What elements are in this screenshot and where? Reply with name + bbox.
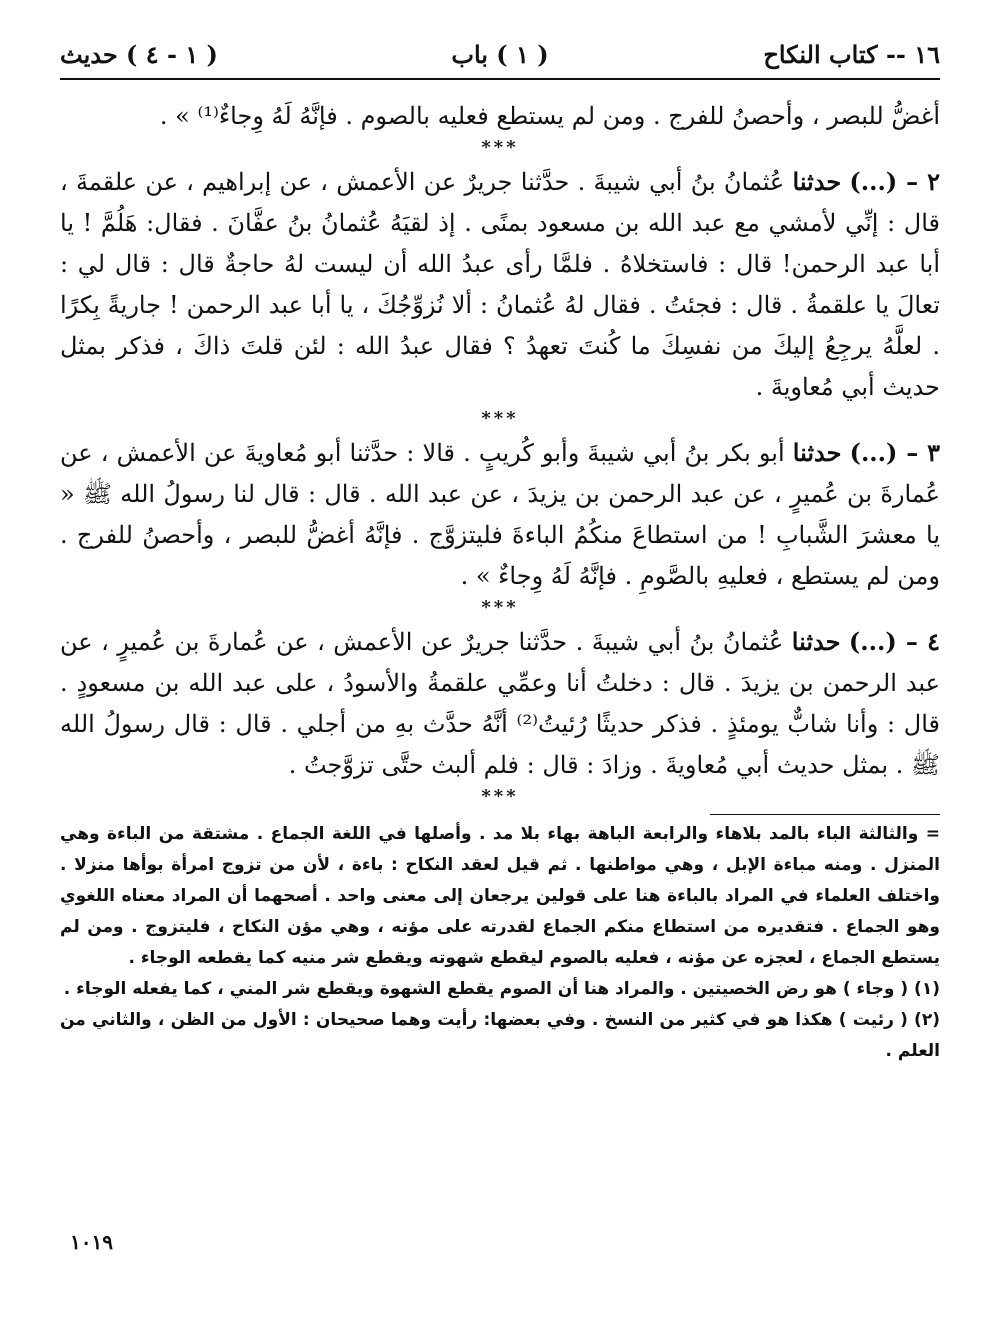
chapter-label: ( ١ ) باب — [451, 40, 549, 69]
separator-stars: *** — [481, 137, 519, 158]
separator-stars: *** — [481, 786, 519, 807]
running-head — [60, 30, 940, 80]
hadith-number: ٢ – (...) — [849, 167, 940, 196]
hadith-lead: حدثنا — [791, 627, 841, 656]
hadith-number: ٣ – (...) — [849, 438, 940, 467]
book-title: ١٦ -- كتاب النكاح — [763, 40, 940, 69]
hadith-text: عُثمانُ بنُ أبي شيبةَ . حدَّثنا جريرٌ عن الأعمش ، عن عُمارةَ بن عُميرٍ ، عن عبد الرحمن بن يزيدَ . قال : دخلتُ أنا وعمِّي علقمةُ والأسودُ ، على عبد الله بن مسعودٍ . قال : وأنا شابٌّ يومئذٍ . فذكر حديثًا رُئيتُ⁽²⁾ أنَّهُ حدَّث بهِ من أجلي . قال : قال رسولُ الله ﷺ . بمثل حديث أبي مُعاويةَ . وزادَ : قال : فلم ألبث حتَّى تزوَّجتُ . — [60, 628, 941, 779]
note-continuation: = والثالثة الباء بالمد بلاهاء والرابعة الباهة بهاء بلا مد . وأصلها في اللغة الجماع . مشتقة من الباءة وهي المنزل . ومنه مباءة الإبل ، وهي مواطنها . ثم قيل لعقد النكاح : باءة ، لأن من تزوج امرأة بوأها منزلا . واختلف العلماء في المراد بالباءة هنا على قولين يرجعان إلى معنى واحد . أصحهما أن المراد معناه اللغوي وهو الجماع . فتقديره من استطاع منكم الجماع لقدرته على مؤنه ، وهي مؤن النكاح ، فليتزوج . ومن لم يستطع الجماع ، لعجزه عن مؤنه ، فعليه بالصوم ليقطع شهوته ويقطع شر منيه كما يقطعه الوجاء . — [60, 824, 940, 968]
book-page — [60, 30, 940, 1300]
page-number: ١٠١٩ — [70, 1230, 113, 1254]
separator-stars: *** — [481, 408, 519, 429]
hadith-3 — [60, 432, 940, 597]
footnote-1: (١) ( وجاء ) هو رض الخصيتين . والمراد هنا أن الصوم يقطع الشهوة ويقطع شر المني ، كما يفعله الوجاء . — [63, 979, 940, 999]
hadith-4 — [60, 621, 940, 786]
paragraph-continuation — [60, 96, 940, 137]
hadith-text: أبو بكر بنُ أبي شيبةَ وأبو كُريبٍ . قالا : حدَّثنا أبو مُعاويةَ عن الأعمش ، عن عُمارةَ بن عُميرٍ ، عن عبد الرحمن بن يزيدَ ، عن عبد الله . قال : قال لنا رسولُ الله ﷺ « يا معشرَ الشَّبابِ ! من استطاعَ منكُمُ الباءةَ فليتزوَّج . فإنَّهُ أغضُّ للبصر ، وأحصنُ للفرج . ومن لم يستطع ، فعليهِ بالصَّومِ . فإنَّهُ لَهُ وِجاءٌ » . — [60, 439, 940, 590]
paragraph-text: أغضُّ للبصر ، وأحصنُ للفرج . ومن لم يستطع فعليه بالصوم . فإنَّهُ لَهُ وِجاءٌ⁽¹⁾ » . — [159, 102, 940, 130]
footnotes — [60, 819, 940, 1067]
hadith-number: ٤ – (...) — [848, 627, 940, 656]
hadith-2 — [60, 161, 940, 408]
notes-divider — [710, 814, 940, 815]
hadith-lead: حدثنا — [792, 167, 842, 196]
hadith-lead: حدثنا — [792, 438, 842, 467]
footnote-2: (٢) ( رئيت ) هكذا هو في كثير من النسخ . وفي بعضها: رأيت وهما صحيحان : الأول من الظن ، والثاني من العلم . — [60, 1010, 940, 1061]
hadith-text: عُثمانُ بنُ أبي شيبةَ . حدَّثنا جريرٌ عن الأعمش ، عن إبراهيم ، عن علقمةَ ، قال : إنِّي لأمشي مع عبد الله بن مسعود بمنًى . إذ لقيَهُ عُثمانُ بنُ عفَّانَ . فقال: هَلُمَّ ! يا أبا عبد الرحمن! قال : فاستخلاهُ . فلمَّا رأى عبدُ الله أن ليست لهُ حاجةٌ قال : قال لي : تعالَ يا علقمةُ . قال : فجئتُ . فقال لهُ عُثمانُ : ألا نُزوِّجُكَ ، يا أبا عبد الرحمن ! جاريةً بِكرًا . لعلَّهُ يرجِعُ إليكَ من نفسِكَ ما كُنتَ تعهدُ ؟ فقال عبدُ الله : لئن قلتَ ذاكَ ، فذكر بمثل حديث أبي مُعاويةَ . — [60, 168, 940, 401]
main-text — [60, 96, 940, 806]
separator-stars: *** — [481, 597, 519, 618]
hadith-range: ( ١ - ٤ ) حديث — [60, 40, 218, 69]
